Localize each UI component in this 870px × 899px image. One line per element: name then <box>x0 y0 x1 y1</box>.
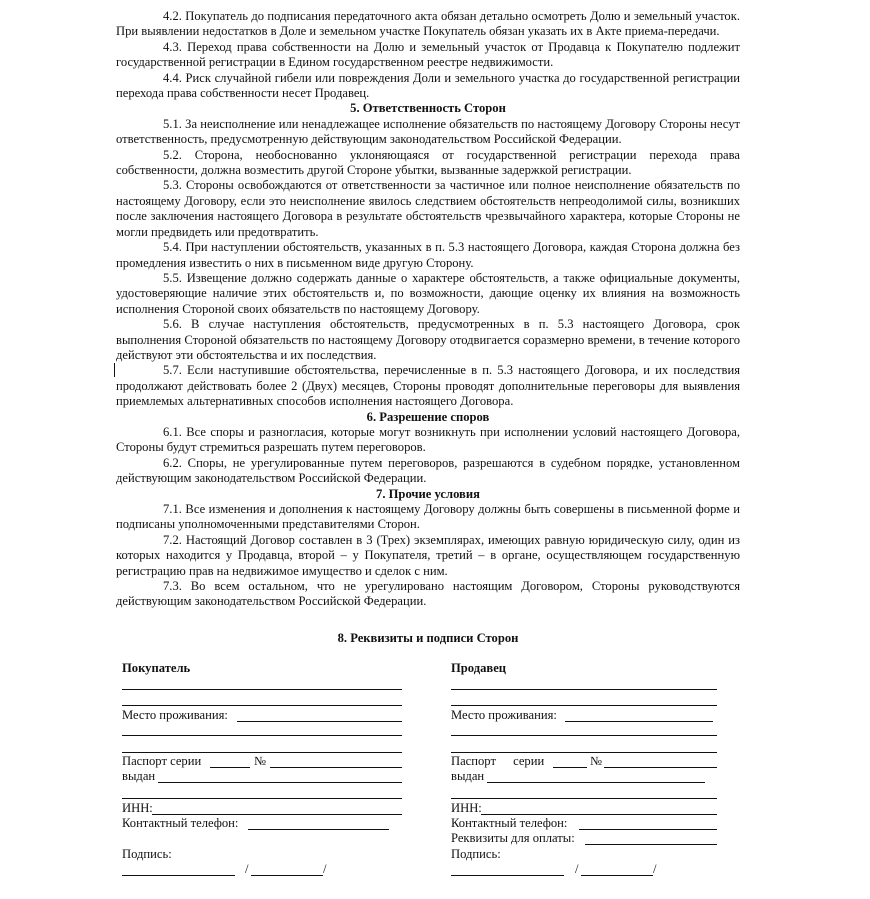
clause-paragraph: 5.1. За неисполнение или ненадлежащее исполнение обязательств по настоящему Договору Стороны несут ответственность, предусмотренную действующим законодательством Российской Федерации. <box>116 116 740 147</box>
seller-phone-field[interactable] <box>579 829 717 830</box>
buyer-issued-label: выдан <box>122 769 156 783</box>
clause-paragraph: 7.3. Во всем остальном, что не урегулировано настоящим Договором, Стороны руководствуются действующим законодательством Российской Федерации. <box>116 579 740 609</box>
clause-paragraph: 7.1. Все изменения и дополнения к настоящему Договору должны быть совершены в письменной форме и подписаны уполномоченными представителями Сторон. <box>116 502 740 532</box>
buyer-passport-series-field[interactable] <box>210 767 250 768</box>
buyer-signature-label: Подпись: <box>122 847 172 861</box>
seller-residence-line-2[interactable] <box>451 735 717 736</box>
seller-passport-label: Паспорт серии <box>451 754 545 768</box>
seller-issued-field[interactable] <box>487 782 705 783</box>
seller-name-line-1[interactable] <box>451 689 717 690</box>
buyer-name-decoding-field[interactable] <box>251 875 323 876</box>
buyer-number-sign: № <box>254 754 267 768</box>
buyer-phone-field[interactable] <box>248 829 389 830</box>
buyer-inn-label: ИНН: <box>122 801 153 815</box>
clause-paragraph: 4.2. Покупатель до подписания передаточного акта обязан детально осмотреть Долю и земельный участок. При выявлении недостатков в Доле и земельном участке Покупатель обязан указать их в Акте приема-передачи. <box>116 9 740 39</box>
seller-residence-field[interactable] <box>565 721 713 722</box>
seller-issued-label: выдан <box>451 769 485 783</box>
seller-name-decoding-field[interactable] <box>581 875 653 876</box>
seller-phone-label: Контактный телефон: <box>451 816 568 830</box>
clause-paragraph: 5.6. В случае наступления обстоятельств, предусмотренных в п. 5.3 настоящего Договора, срок выполнения Стороной обязательств по настоящему Договору отодвигается соразмерно времени, в течение которого действуют эти обстоятельства и их последствия. <box>116 317 740 362</box>
buyer-name-line-1[interactable] <box>122 689 402 690</box>
clause-paragraph: 5.7. Если наступившие обстоятельства, перечисленные в п. 5.3 настоящего Договора, и их последствия продолжают действовать более 2 (Двух) месяцев, Стороны проводят дополнительные переговоры для выявления приемлемых альтернативных способов исполнения настоящего Договора. <box>116 363 740 409</box>
clause-paragraph: 5.3. Стороны освобождаются от ответственности за частичное или полное неисполнение обязательств по настоящему Договору, если это неисполнение явилось следствием обстоятельств непреодолимой силы, возникших после заключения настоящего Договора в результате обстоятельств чрезвычайного характера, которые Стороны не могли предвидеть или предотвратить. <box>116 178 740 239</box>
clause-paragraph: 5.5. Извещение должно содержать данные о характере обстоятельств, а также официальные документы, удостоверяющие наличие этих обстоятельств и, по возможности, дающие оценку их влияния на возможность исполнения Стороной своих обязательств по настоящему Договору. <box>116 270 740 316</box>
buyer-name-line-2[interactable] <box>122 705 402 706</box>
seller-signature-field[interactable] <box>451 875 564 876</box>
buyer-passport-label: Паспорт серии <box>122 754 202 768</box>
seller-passport-number-field[interactable] <box>604 767 717 768</box>
buyer-residence-line-3[interactable] <box>122 752 402 753</box>
buyer-signature-field[interactable] <box>122 875 235 876</box>
seller-residence-label: Место проживания: <box>451 708 557 722</box>
seller-inn-field[interactable] <box>481 814 717 815</box>
seller-payment-field[interactable] <box>585 844 717 845</box>
seller-name-line-2[interactable] <box>451 705 717 706</box>
clause-paragraph: 5.2. Сторона, необоснованно уклоняющаяся от государственной регистрации перехода права собственности, должна возместить другой Стороне убытки, вызванные задержкой регистрации. <box>116 147 740 178</box>
buyer-issued-line-2[interactable] <box>122 798 402 799</box>
seller-passport-series-field[interactable] <box>553 767 587 768</box>
buyer-phone-label: Контактный телефон: <box>122 816 239 830</box>
seller-payment-label: Реквизиты для оплаты: <box>451 831 575 845</box>
buyer-residence-label: Место проживания: <box>122 708 228 722</box>
seller-signature-label: Подпись: <box>451 847 501 861</box>
buyer-passport-number-field[interactable] <box>270 767 402 768</box>
seller-slash: / <box>575 862 579 876</box>
buyer-residence-line-2[interactable] <box>122 735 402 736</box>
seller-issued-line-2[interactable] <box>451 798 717 799</box>
requisites-title: 8. Реквизиты и подписи Сторон <box>337 631 519 645</box>
buyer-residence-field[interactable] <box>237 721 402 722</box>
buyer-slash: / <box>245 862 249 876</box>
clause-paragraph: 4.3. Переход права собственности на Долю и земельный участок от Продавца к Покупателю подлежит государственной регистрации в Едином государственном реестре недвижимости. <box>116 39 740 70</box>
text-cursor <box>114 363 115 377</box>
clause-paragraph: 5.4. При наступлении обстоятельств, указанных в п. 5.3 настоящего Договора, каждая Сторона должна без промедления известить о них в письменном виде другую Сторону. <box>116 240 740 270</box>
section-heading: 6. Разрешение споров <box>366 409 490 424</box>
buyer-slash-end: / <box>323 862 327 876</box>
buyer-issued-field[interactable] <box>158 782 402 783</box>
clause-paragraph: 7.2. Настоящий Договор составлен в 3 (Трех) экземплярах, имеющих равную юридическую силу, один из которых находится у Продавца, второй – у Покупателя, третий – в органе, осуществляющем государственную регистрацию прав на недвижимое имущество и сделок с ним. <box>116 532 740 578</box>
clause-paragraph: 4.4. Риск случайной гибели или повреждения Доли и земельного участка до государственной регистрации перехода права собственности несет Продавец. <box>116 70 740 101</box>
section-heading: 5. Ответственность Сторон <box>350 101 506 116</box>
seller-number-sign: № <box>590 754 603 768</box>
seller-slash-end: / <box>653 862 657 876</box>
seller-inn-label: ИНН: <box>451 801 482 815</box>
seller-residence-line-3[interactable] <box>451 752 717 753</box>
clause-paragraph: 6.1. Все споры и разногласия, которые могут возникнуть при исполнении условий настоящего Договора, Стороны будут стремиться разрешать путем переговоров. <box>116 424 740 455</box>
contract-body <box>116 9 740 610</box>
buyer-title: Покупатель <box>122 661 191 675</box>
seller-title: Продавец <box>451 661 507 675</box>
section-heading: 7. Прочие условия <box>376 486 480 501</box>
buyer-inn-field[interactable] <box>152 814 402 815</box>
clause-paragraph: 6.2. Споры, не урегулированные путем переговоров, разрешаются в судебном порядке, установленном действующим законодательством Российской Федерации. <box>116 455 740 486</box>
